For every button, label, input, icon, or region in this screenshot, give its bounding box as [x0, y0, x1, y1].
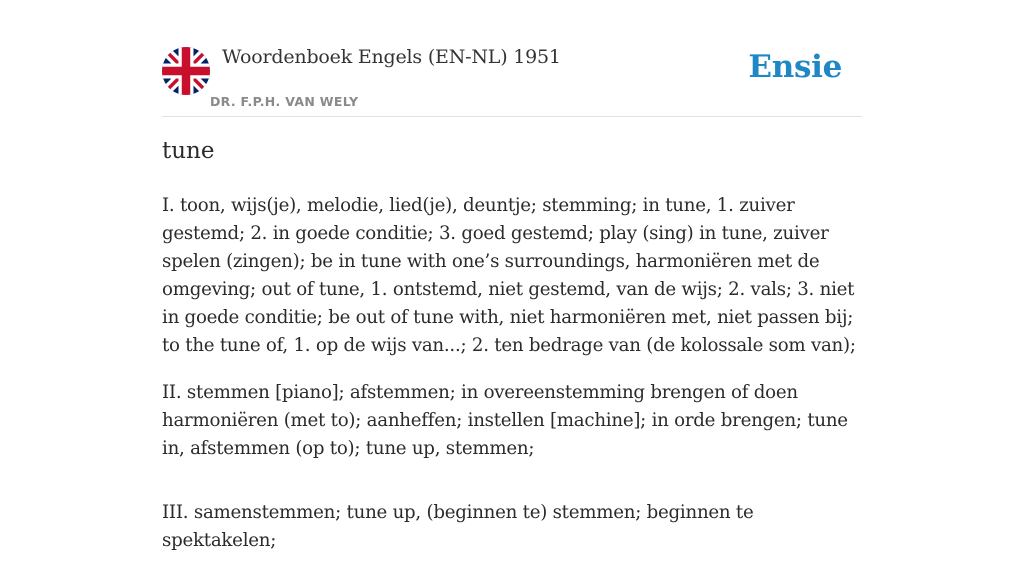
entry-headword: tune [162, 138, 215, 164]
dictionary-title[interactable]: Woordenboek Engels (EN-NL) 1951 [222, 46, 561, 68]
ensie-logo[interactable]: Ensie [748, 49, 842, 85]
sense-2: II. stemmen [piano]; afstemmen; in overeenstemming brengen of doen harmoniëren (met to); aanheffen; instellen [machine]; in orde brengen; tune in, afstemmen (op to); tune up, stemmen; [162, 382, 848, 459]
entry-definitions [162, 192, 862, 574]
sense-1: I. toon, wijs(je), melodie, lied(je), deuntje; stemming; in tune, 1. zuiver gestemd; 2. in goede conditie; 3. goed gestemd; play (sing) in tune, zuiver spelen (zingen); be in tune with one’s surroundings, harmoniëren met de omgeving; out of tune, 1. ontstemd, niet gestemd, van de wijs; 2. vals; 3. niet in goede conditie; be out of tune with, niet harmoniëren met, niet passen bij; to the tune of, 1. op de wijs van...; 2. ten bedrage van (de kolossale som van); [162, 195, 856, 356]
dictionary-header [162, 44, 862, 117]
dictionary-author: DR. F.P.H. VAN WELY [210, 94, 359, 109]
uk-flag-icon [162, 47, 210, 95]
sense-3: III. samenstemmen; tune up, (beginnen te) stemmen; beginnen te spektakelen; [162, 502, 754, 551]
